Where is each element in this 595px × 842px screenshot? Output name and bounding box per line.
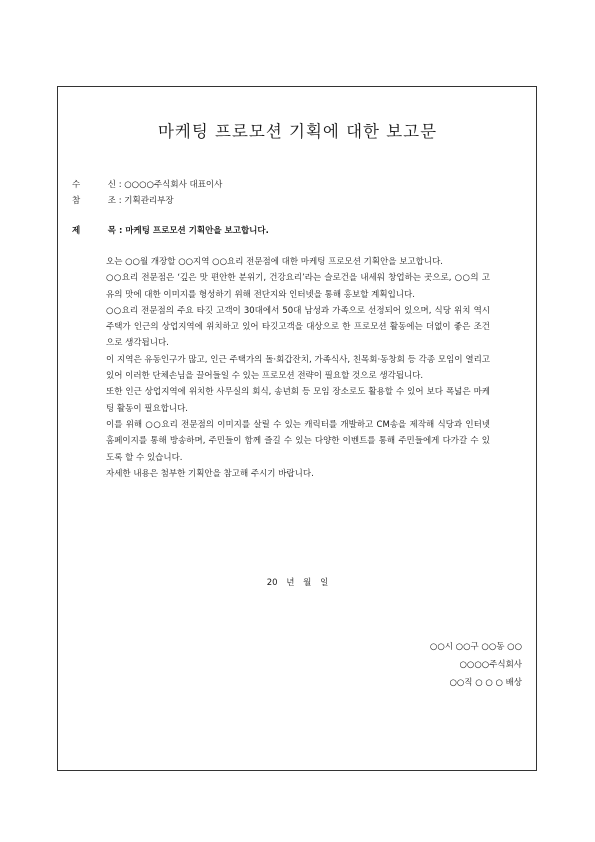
body-paragraph: 이 지역은 유동인구가 많고, 인근 주택가의 돌·회갑잔치, 가족식사, 친목회·동창회 등 각종 모임이 열리고 있어 이러한 단체손님을 끌어들일 수 있는 프로모션 전략이 필요할 것으로 생각됩니다. xyxy=(106,354,490,382)
subject-value: : 마케팅 프로모션 기획안을 보고합니다. xyxy=(118,226,269,236)
body-paragraph: 오는 ○○월 개장할 ○○지역 ○○요리 전문점에 대한 마케팅 프로모션 기획안을 보고합니다. xyxy=(106,257,443,267)
recipient-value: : ○○○○주식회사 대표이사 xyxy=(118,180,223,190)
recipient-label: 수 신 xyxy=(72,180,116,190)
subject-line xyxy=(72,224,269,236)
body-paragraph: 이를 위해 ○○요리 전문점의 이미지를 살릴 수 있는 캐릭터를 개발하고 CM송을 제작해 식당과 인터넷 홈페이지를 통해 방송하며, 주민들이 함께 즐길 수 있는 다양한 이벤트를 통해 주민들에게 다가갈 수 있도록 할 수 있습니다. xyxy=(106,419,490,463)
recipient-line xyxy=(72,178,222,190)
reference-label: 참 조 xyxy=(72,196,116,206)
subject-label: 제 목 xyxy=(72,226,116,236)
body-paragraph: ○○요리 전문점의 주요 타깃 고객이 30대에서 50대 남성과 가족으로 선정되어 있으며, 식당 위치 역시 주택가 인근의 상업지역에 위치하고 있어 타깃고객을 대상으로 한 프로모션 활동에는 더없이 좋은 조건으로 생각됩니다. xyxy=(106,305,490,349)
body-paragraph: 또한 인근 상업지역에 위치한 사무실의 회식, 송년회 등 모임 장소로도 활용할 수 있어 보다 폭넓은 마케팅 활동이 필요합니다. xyxy=(106,387,490,414)
sender-address: ○○시 ○○구 ○○동 ○○ xyxy=(429,642,522,652)
sender-name: ○○직 ○ ○ ○ 배상 xyxy=(449,678,522,688)
body-paragraph: ○○요리 전문점은 ‘깊은 맛 편안한 분위기, 건강요리’라는 슬로건을 내세워 창업하는 곳으로, ○○의 고유의 맛에 대한 이미지를 형성하기 위해 전단지와 인터넷을 통해 홍보할 계획입니다. xyxy=(106,273,490,300)
document-date: 20 년 월 일 xyxy=(266,578,329,588)
body-text xyxy=(106,254,490,482)
body-paragraph: 자세한 내용은 첨부한 기획안을 참고해 주시기 바랍니다. xyxy=(106,468,314,479)
document-title: 마케팅 프로모션 기획에 대한 보고문 xyxy=(157,122,438,141)
reference-line xyxy=(72,194,174,206)
reference-value: : 기획관리부장 xyxy=(118,196,174,206)
sender-company: ○○○○주식회사 xyxy=(459,660,522,670)
